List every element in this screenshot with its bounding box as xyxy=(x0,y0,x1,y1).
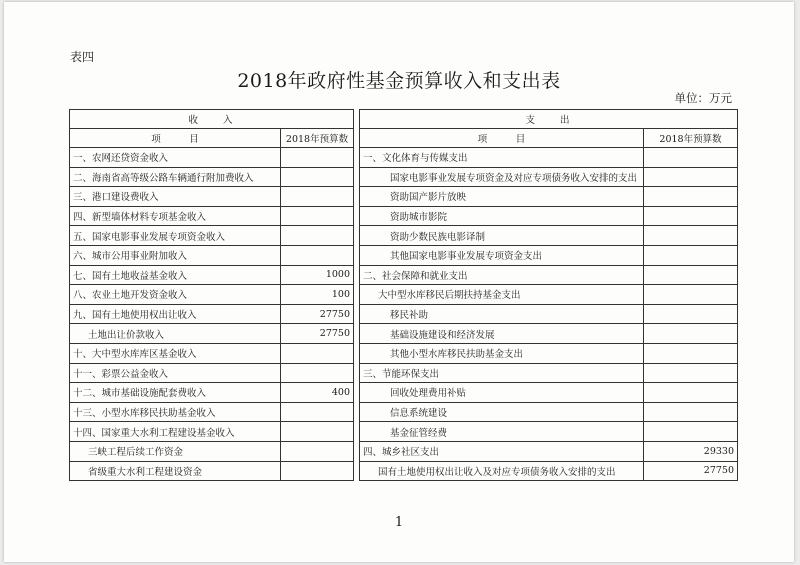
income-value-cell xyxy=(281,422,354,442)
expense-value-cell xyxy=(644,304,738,324)
expense-budget-header: 2018年预算数 xyxy=(644,129,738,148)
expense-value-cell xyxy=(644,226,738,246)
income-value-cell xyxy=(281,441,354,461)
expense-value-cell xyxy=(644,265,738,285)
table-row xyxy=(70,226,738,246)
expense-item-cell: 国有土地使用权出让收入及对应专项债务收入安排的支出 xyxy=(360,461,644,481)
column-header-row xyxy=(70,129,738,148)
income-value-cell xyxy=(281,363,354,383)
expense-value-cell xyxy=(644,285,738,305)
income-item-cell: 十二、城市基础设施配套费收入 xyxy=(70,383,281,403)
page-number: 1 xyxy=(394,515,404,530)
income-item-cell: 九、国有土地使用权出让收入 xyxy=(70,304,281,324)
income-value-cell: 1000 xyxy=(281,265,354,285)
expense-value-cell: 27750 xyxy=(644,461,738,481)
income-item-cell: 五、国家电影事业发展专项资金收入 xyxy=(70,226,281,246)
income-item-cell: 二、海南省高等级公路车辆通行附加费收入 xyxy=(70,167,281,187)
income-item-cell: 十一、彩票公益金收入 xyxy=(70,363,281,383)
expense-item-cell: 国家电影事业发展专项资金及对应专项债务收入安排的支出 xyxy=(360,167,644,187)
income-section-header: 收 入 xyxy=(70,110,354,129)
income-value-cell xyxy=(281,402,354,422)
income-item-cell: 十三、小型水库移民扶助基金收入 xyxy=(70,402,281,422)
income-value-cell xyxy=(281,343,354,363)
expense-value-cell xyxy=(644,422,738,442)
table-row xyxy=(70,148,738,168)
income-item-cell: 三峡工程后续工作资金 xyxy=(70,441,281,461)
expense-value-cell xyxy=(644,343,738,363)
income-item-header: 项 目 xyxy=(70,129,281,148)
expense-item-cell: 其他小型水库移民扶助基金支出 xyxy=(360,343,644,363)
income-value-cell xyxy=(281,226,354,246)
expense-value-cell: 29330 xyxy=(644,441,738,461)
table-row xyxy=(70,402,738,422)
table-row xyxy=(70,461,738,481)
table-row xyxy=(70,441,738,461)
unit-label: 单位：万元 xyxy=(674,91,732,105)
income-value-cell xyxy=(281,167,354,187)
expense-value-cell xyxy=(644,383,738,403)
expense-value-cell xyxy=(644,363,738,383)
expense-item-cell: 移民补助 xyxy=(360,304,644,324)
expense-item-cell: 三、节能环保支出 xyxy=(360,363,644,383)
table-row xyxy=(70,383,738,403)
income-item-cell: 六、城市公用事业附加收入 xyxy=(70,245,281,265)
expense-value-cell xyxy=(644,148,738,168)
document-page xyxy=(4,2,794,562)
table-row xyxy=(70,422,738,442)
expense-item-cell: 二、社会保障和就业支出 xyxy=(360,265,644,285)
income-item-cell: 四、新型墙体材料专项基金收入 xyxy=(70,206,281,226)
income-value-cell: 100 xyxy=(281,285,354,305)
income-value-cell xyxy=(281,461,354,481)
income-item-cell: 一、农网还贷资金收入 xyxy=(70,148,281,168)
expense-item-cell: 基金征管经费 xyxy=(360,422,644,442)
expense-value-cell xyxy=(644,245,738,265)
expense-value-cell xyxy=(644,402,738,422)
income-budget-header: 2018年预算数 xyxy=(281,129,354,148)
expense-item-cell: 大中型水库移民后期扶持基金支出 xyxy=(360,285,644,305)
table-row xyxy=(70,304,738,324)
expense-value-cell xyxy=(644,167,738,187)
table-row xyxy=(70,187,738,207)
expense-item-cell: 资助国产影片放映 xyxy=(360,187,644,207)
income-item-cell: 八、农业土地开发资金收入 xyxy=(70,285,281,305)
table-row xyxy=(70,363,738,383)
income-value-cell: 400 xyxy=(281,383,354,403)
table-row xyxy=(70,245,738,265)
expense-section-header: 支 出 xyxy=(360,110,738,129)
expense-item-cell: 资助城市影院 xyxy=(360,206,644,226)
table-row xyxy=(70,206,738,226)
income-value-cell xyxy=(281,206,354,226)
table-row xyxy=(70,343,738,363)
page-title: 2018年政府性基金预算收入和支出表 xyxy=(237,70,561,92)
expense-item-cell: 资助少数民族电影译制 xyxy=(360,226,644,246)
income-item-cell: 十、大中型水库库区基金收入 xyxy=(70,343,281,363)
income-item-cell: 土地出让价款收入 xyxy=(70,324,281,344)
expense-item-cell: 基础设施建设和经济发展 xyxy=(360,324,644,344)
income-item-cell: 七、国有土地收益基金收入 xyxy=(70,265,281,285)
section-header-row xyxy=(70,110,738,129)
income-value-cell xyxy=(281,148,354,168)
income-value-cell xyxy=(281,245,354,265)
expense-value-cell xyxy=(644,187,738,207)
expense-value-cell xyxy=(644,206,738,226)
table-row xyxy=(70,324,738,344)
expense-item-cell: 一、文化体育与传媒支出 xyxy=(360,148,644,168)
income-item-cell: 十四、国家重大水利工程建设基金收入 xyxy=(70,422,281,442)
expense-item-cell: 回收处理费用补贴 xyxy=(360,383,644,403)
table-row xyxy=(70,167,738,187)
expense-item-cell: 其他国家电影事业发展专项资金支出 xyxy=(360,245,644,265)
income-value-cell: 27750 xyxy=(281,304,354,324)
expense-value-cell xyxy=(644,324,738,344)
expense-item-header: 项 目 xyxy=(360,129,644,148)
income-item-cell: 三、港口建设费收入 xyxy=(70,187,281,207)
income-value-cell: 27750 xyxy=(281,324,354,344)
expense-item-cell: 信息系统建设 xyxy=(360,402,644,422)
table-row xyxy=(70,285,738,305)
income-item-cell: 省级重大水利工程建设资金 xyxy=(70,461,281,481)
income-value-cell xyxy=(281,187,354,207)
budget-table xyxy=(69,109,738,481)
table-row xyxy=(70,265,738,285)
expense-item-cell: 四、城乡社区支出 xyxy=(360,441,644,461)
table-number: 表四 xyxy=(70,50,95,64)
